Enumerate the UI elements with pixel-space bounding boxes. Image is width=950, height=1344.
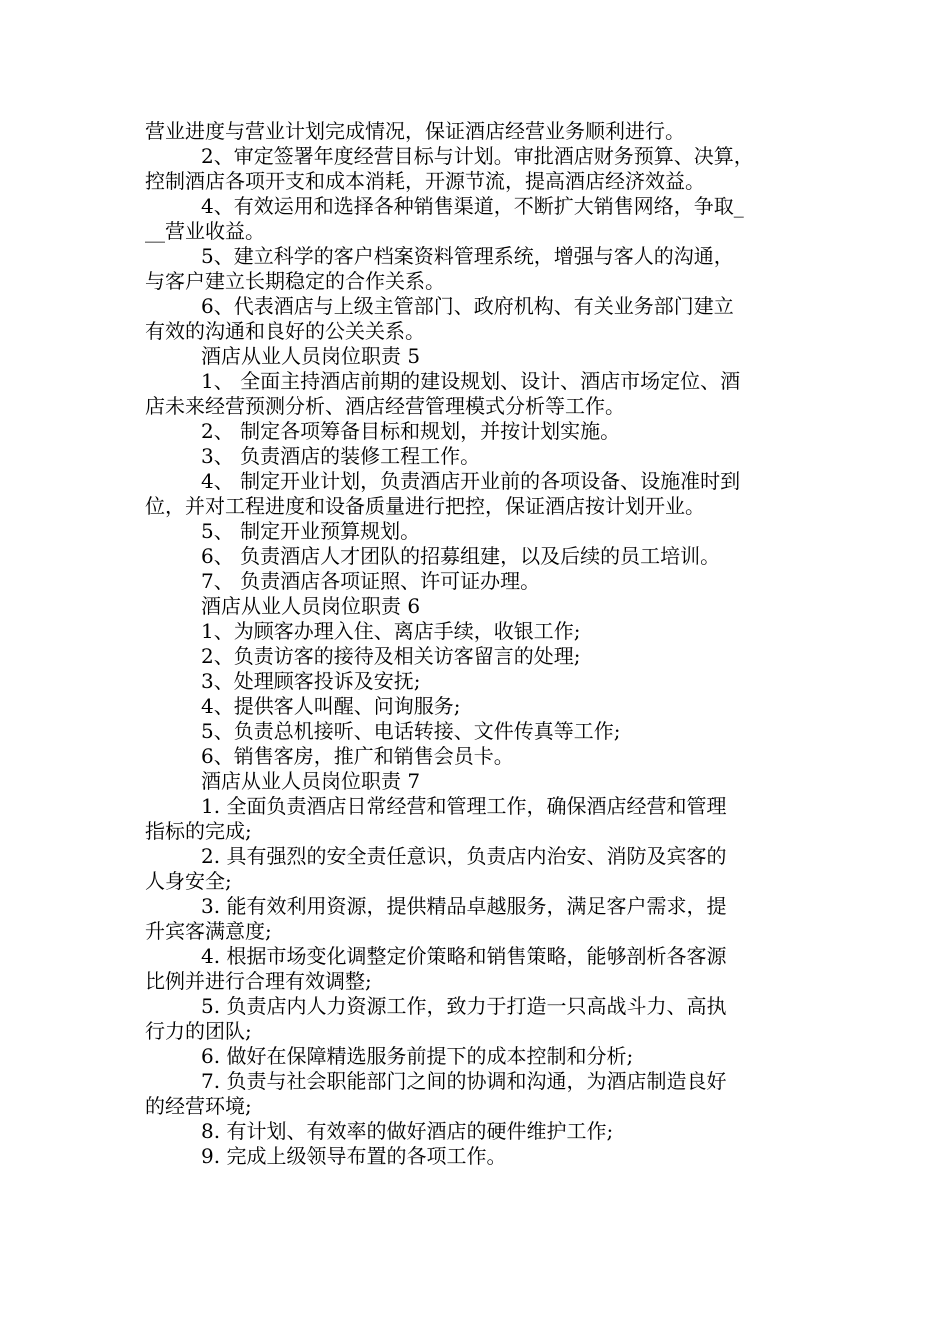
text-line: 1、 全面主持酒店前期的建设规划、设计、酒店市场定位、酒 — [201, 369, 741, 393]
text-line: 人身安全; — [145, 869, 232, 893]
document-body — [145, 119, 815, 1169]
text-line: 6、 负责酒店人才团队的招募组建，以及后续的员工培训。 — [201, 544, 721, 568]
text-line: 2、 制定各项筹备目标和规划，并按计划实施。 — [201, 419, 621, 443]
text-line: 营业进度与营业计划完成情况，保证酒店经营业务顺利进行。 — [145, 119, 685, 143]
section-heading: 酒店从业人员岗位职责 7 — [201, 769, 421, 793]
text-line: 7. 负责与社会职能部门之间的协调和沟通，为酒店制造良好 — [201, 1069, 727, 1093]
section-heading: 酒店从业人员岗位职责 6 — [201, 594, 421, 618]
text-line: 的经营环境; — [145, 1094, 252, 1118]
text-line: 店未来经营预测分析、酒店经营管理模式分析等工作。 — [145, 394, 625, 418]
text-line: 行力的团队; — [145, 1019, 252, 1043]
text-line: 6、代表酒店与上级主管部门、政府机构、有关业务部门建立 — [201, 294, 734, 318]
text-line: 4、有效运用和选择各种销售渠道，不断扩大销售网络，争取_ — [201, 194, 744, 218]
text-line: 指标的完成; — [145, 819, 252, 843]
text-line: 比例并进行合理有效调整; — [145, 969, 372, 993]
section-heading: 酒店从业人员岗位职责 5 — [201, 344, 421, 368]
text-line: 6、销售客房，推广和销售会员卡。 — [201, 744, 514, 768]
text-line: 5. 负责店内人力资源工作，致力于打造一只高战斗力、高执 — [201, 994, 727, 1018]
text-line: 与客户建立长期稳定的合作关系。 — [145, 269, 445, 293]
text-line: 5、建立科学的客户档案资料管理系统，增强与客人的沟通， — [201, 244, 734, 268]
text-line: 位，并对工程进度和设备质量进行把控，保证酒店按计划开业。 — [145, 494, 705, 518]
text-line: 2、负责访客的接待及相关访客留言的处理; — [201, 644, 581, 668]
text-line: 3. 能有效利用资源，提供精品卓越服务，满足客户需求，提 — [201, 894, 727, 918]
text-line: 控制酒店各项开支和成本消耗，开源节流，提高酒店经济效益。 — [145, 169, 705, 193]
text-line: __营业收益。 — [145, 219, 265, 243]
text-line: 升宾客满意度; — [145, 919, 272, 943]
text-line: 3、处理顾客投诉及安抚; — [201, 669, 421, 693]
text-line: 1. 全面负责酒店日常经营和管理工作，确保酒店经营和管理 — [201, 794, 727, 818]
text-line: 9. 完成上级领导布置的各项工作。 — [201, 1144, 507, 1168]
text-line: 有效的沟通和良好的公关关系。 — [145, 319, 425, 343]
text-line: 2. 具有强烈的安全责任意识，负责店内治安、消防及宾客的 — [201, 844, 727, 868]
text-line: 7、 负责酒店各项证照、许可证办理。 — [201, 569, 541, 593]
text-line: 4. 根据市场变化调整定价策略和销售策略，能够剖析各客源 — [201, 944, 727, 968]
text-line: 8. 有计划、有效率的做好酒店的硬件维护工作; — [201, 1119, 614, 1143]
text-line: 5、 制定开业预算规划。 — [201, 519, 421, 543]
text-line: 6. 做好在保障精选服务前提下的成本控制和分析; — [201, 1044, 634, 1068]
text-line: 5、负责总机接听、电话转接、文件传真等工作; — [201, 719, 621, 743]
text-line: 4、 制定开业计划，负责酒店开业前的各项设备、设施准时到 — [201, 469, 741, 493]
text-line: 1、为顾客办理入住、离店手续，收银工作; — [201, 619, 581, 643]
text-line: 3、 负责酒店的装修工程工作。 — [201, 444, 481, 468]
text-line: 4、提供客人叫醒、问询服务; — [201, 694, 461, 718]
text-line: 2、审定签署年度经营目标与计划。审批酒店财务预算、决算， — [201, 144, 754, 168]
